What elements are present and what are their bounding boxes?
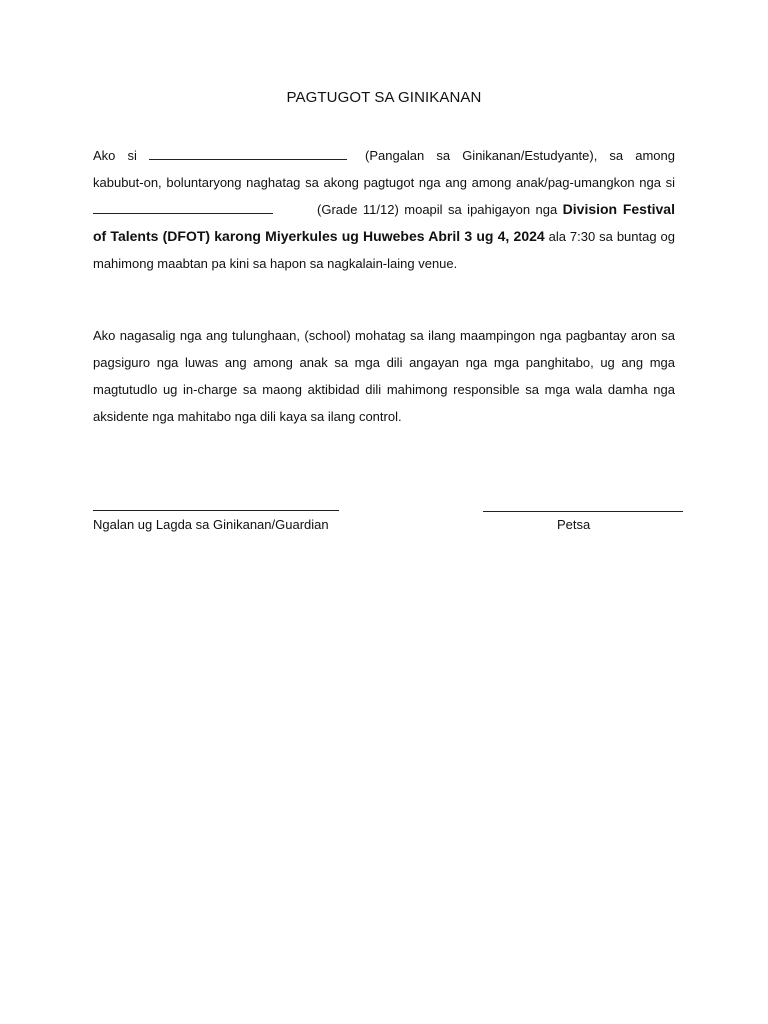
- parent-signature-line: [93, 510, 339, 511]
- event-name-bold: Division Festival of Talents (DFOT) karong Miyerkules ug Huwebes Abril 3 ug 4, 2024: [93, 201, 675, 244]
- paragraph-text-consent: (Pangalan sa Ginikanan/Estudyante), sa among kabubut-on, boluntaryong naghatag sa akong pagtugot nga ang among anak/pag-umangkon nga si: [93, 148, 675, 190]
- parent-signature-label: Ngalan ug Lagda sa Ginikanan/Guardian: [93, 517, 329, 532]
- document-title: PAGTUGOT SA GINIKANAN: [286, 89, 482, 106]
- date-label: Petsa: [557, 517, 591, 532]
- parent-name-blank: [149, 145, 347, 160]
- date-line: [483, 511, 683, 512]
- paragraph-text-time: ala 7:30 sa buntag og mahimong maabtan pa kini sa hapon sa nagkalain-laing venue.: [93, 229, 675, 271]
- consent-paragraph: [93, 142, 675, 277]
- student-name-blank: [93, 199, 273, 214]
- paragraph-text-ako-si: Ako si: [93, 148, 137, 163]
- liability-paragraph: Ako nagasalig nga ang tulunghaan, (school) mohatag sa ilang maampingon nga pagbantay aron sa pagsiguro nga luwas ang among anak sa mga dili angayan nga mga panghitabo, ug ang mga magtutudlo ug in-charge sa maong aktibidad dili mahimong responsible sa mga wala damha nga aksidente nga mahitabo nga dili kaya sa ilang control.: [93, 328, 675, 424]
- paragraph-text-grade: (Grade 11/12) moapil sa ipahigayon nga: [317, 202, 558, 217]
